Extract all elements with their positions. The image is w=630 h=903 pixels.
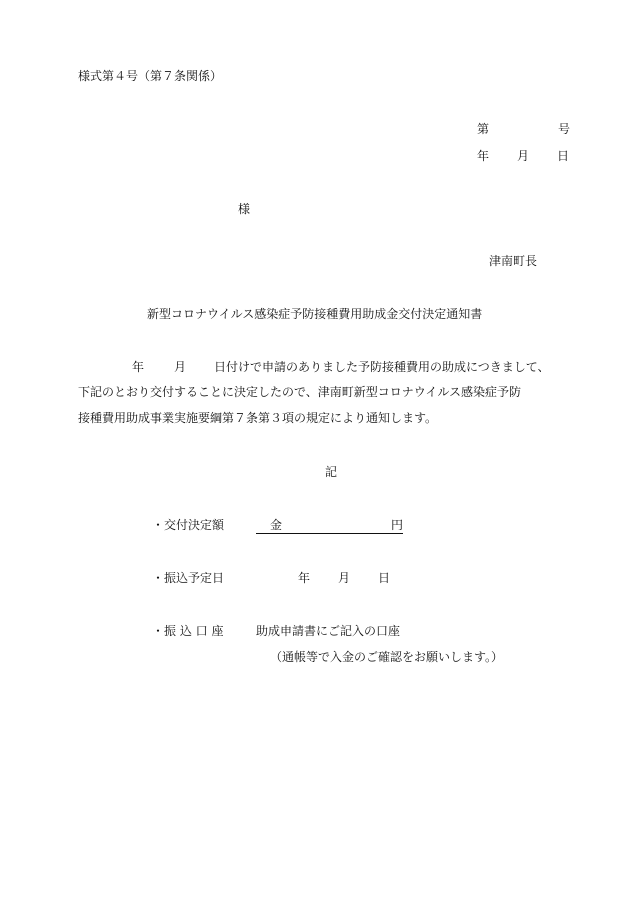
form-label: 様式第４号（第７条関係） — [78, 69, 223, 83]
account-label: ・振 込 口 座 — [152, 624, 224, 638]
date-month: 月 — [517, 149, 530, 163]
amount-field — [256, 519, 403, 534]
transfer-date — [298, 572, 390, 584]
body-year: 年 — [132, 360, 145, 374]
transfer-month: 月 — [338, 571, 351, 585]
amount-label: ・交付決定額 — [152, 518, 225, 532]
document-title: 新型コロナウイルス感染症予防接種費用助成金交付決定通知書 — [147, 307, 483, 321]
date-day: 日 — [557, 149, 570, 163]
date-year: 年 — [477, 149, 490, 163]
ki-heading: 記 — [325, 465, 338, 479]
transfer-label: ・振込予定日 — [152, 571, 225, 585]
account-note: （通帳等で入金のご確認をお願いします。） — [270, 650, 504, 664]
transfer-day: 日 — [378, 571, 391, 585]
transfer-year: 年 — [298, 571, 311, 585]
body-line-3: 接種費用助成事業実施要綱第７条第３項の規定により通知します。 — [78, 411, 438, 425]
account-value: 助成申請書にご記入の口座 — [256, 624, 401, 638]
body-month: 月 — [174, 360, 187, 374]
number-dai: 第 — [477, 122, 490, 136]
sender: 津南町長 — [489, 254, 538, 268]
date-line — [477, 150, 569, 162]
number-go: 号 — [558, 122, 571, 136]
amount-prefix: 金 — [270, 518, 283, 532]
number-line — [477, 123, 570, 135]
body-line-1 — [132, 361, 550, 373]
body-line-2: 下記のとおり交付することに決定したので、津南町新型コロナウイルス感染症予防 — [78, 385, 522, 399]
body-line-1-rest: 日付けで申請のありました予防接種費用の助成につきまして、 — [214, 360, 550, 374]
addressee-sama: 様 — [238, 202, 251, 216]
amount-suffix: 円 — [390, 518, 403, 532]
